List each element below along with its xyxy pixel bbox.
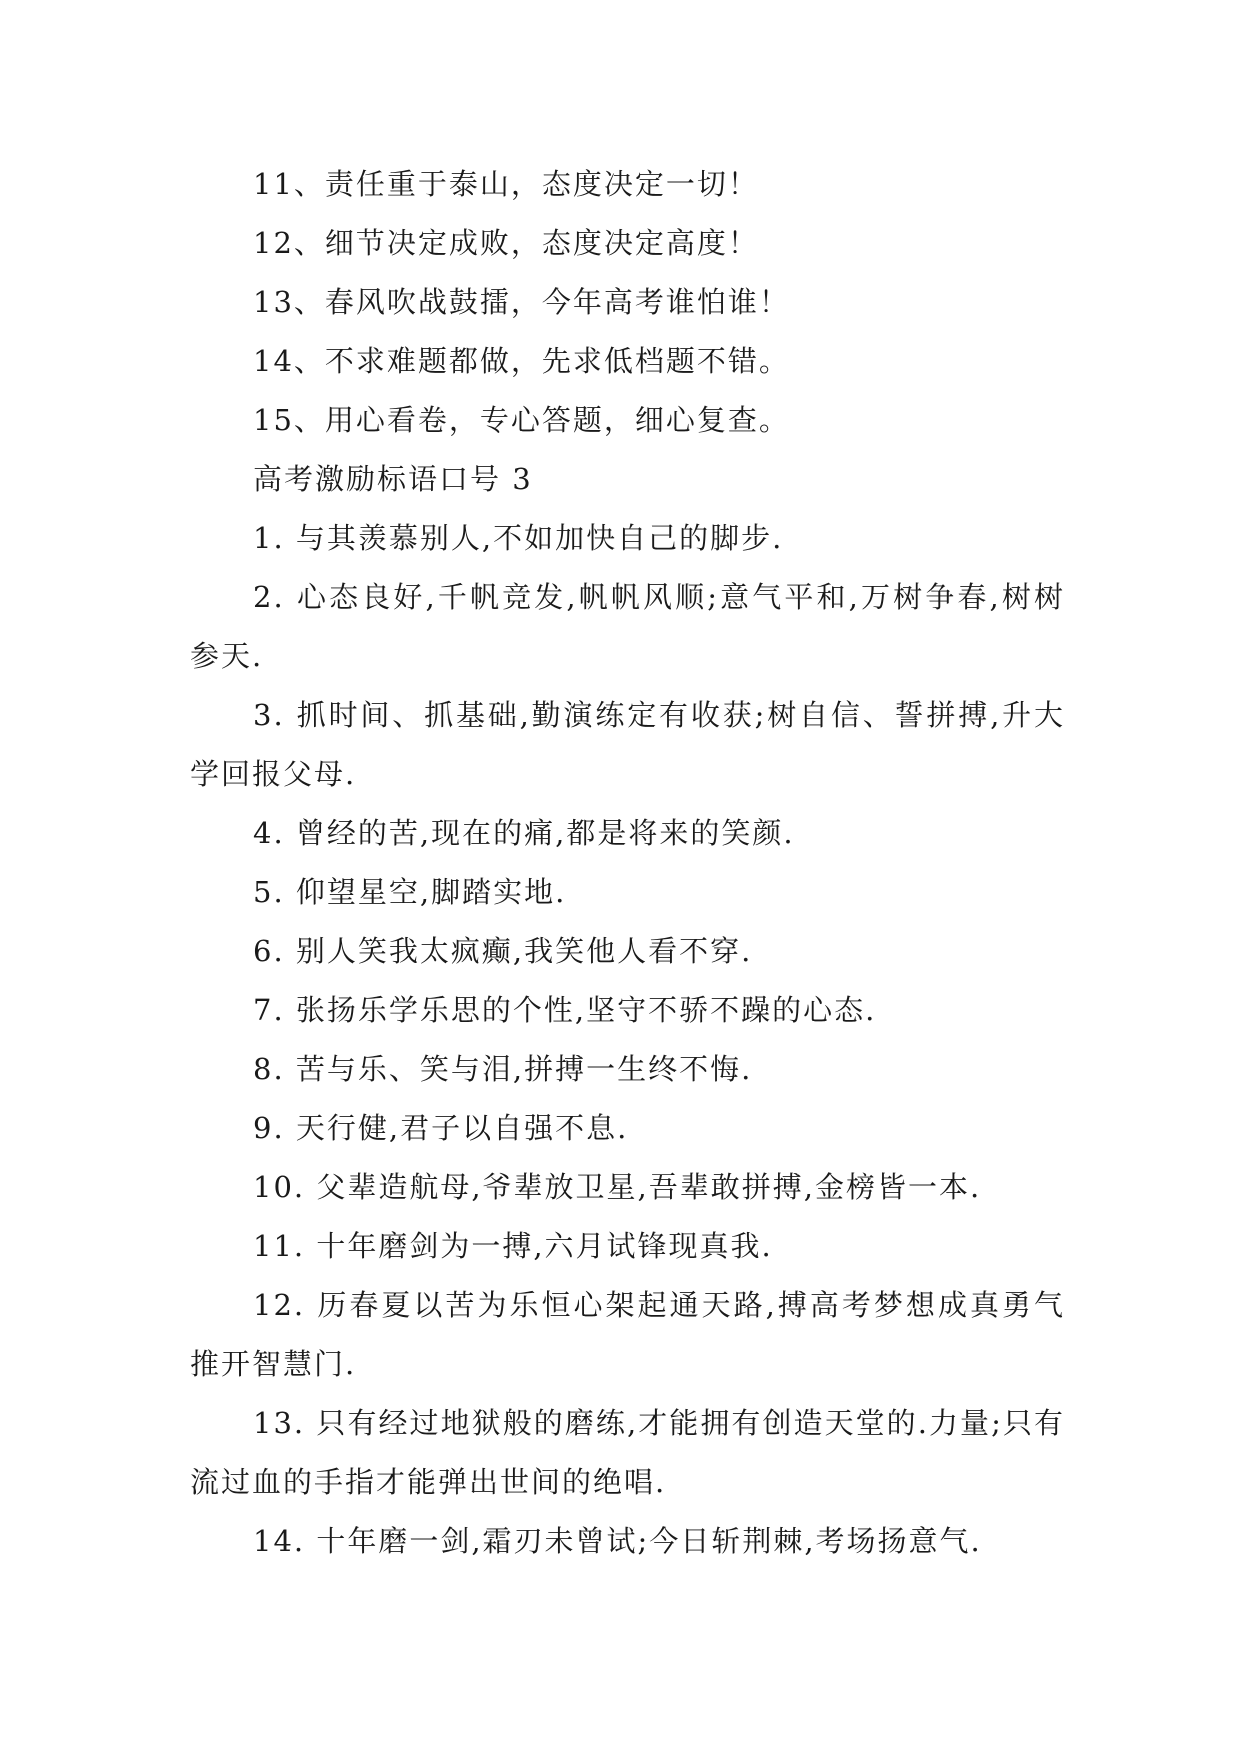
- slogan-item: 6. 别人笑我太疯癫,我笑他人看不穿.: [253, 934, 753, 968]
- slogan-item: 4. 曾经的苦,现在的痛,都是将来的笑颜.: [253, 816, 795, 850]
- list-item: 14、不求难题都做，先求低档题不错。: [253, 344, 790, 378]
- slogan-item: 12. 历春夏以苦为乐恒心架起通天路,搏高考梦想成真勇气推开智慧门.: [190, 1288, 1065, 1381]
- slogan-item: 2. 心态良好,千帆竞发,帆帆风顺;意气平和,万树争春,树树参天.: [190, 580, 1065, 673]
- slogan-item: 1. 与其羡慕别人,不如加快自己的脚步.: [253, 521, 784, 555]
- slogan-item: 10. 父辈造航母,爷辈放卫星,吾辈敢拼搏,金榜皆一本.: [253, 1170, 982, 1204]
- document-body: [190, 155, 1065, 1571]
- section-heading: 高考激励标语口号 3: [253, 462, 533, 496]
- list-item: 12、细节决定成败，态度决定高度！: [253, 226, 759, 260]
- slogan-item: 8. 苦与乐、笑与泪,拼搏一生终不悔.: [253, 1052, 753, 1086]
- slogan-item: 14. 十年磨一剑,霜刃未曾试;今日斩荆棘,考场扬意气.: [253, 1524, 982, 1558]
- list-item: 15、用心看卷，专心答题，细心复查。: [253, 403, 790, 437]
- slogan-item: 11. 十年磨剑为一搏,六月试锋现真我.: [253, 1229, 773, 1263]
- slogan-item: 3. 抓时间、抓基础,勤演练定有收获;树自信、誓拼搏,升大学回报父母.: [190, 698, 1065, 791]
- slogan-item: 5. 仰望星空,脚踏实地.: [253, 875, 567, 909]
- slogan-item: 7. 张扬乐学乐思的个性,坚守不骄不躁的心态.: [253, 993, 877, 1027]
- list-item: 11、责任重于泰山，态度决定一切！: [253, 167, 759, 201]
- list-item: 13、春风吹战鼓擂，今年高考谁怕谁！: [253, 285, 790, 319]
- slogan-item: 9. 天行健,君子以自强不息.: [253, 1111, 629, 1145]
- slogan-item: 13. 只有经过地狱般的磨练,才能拥有创造天堂的.力量;只有流过血的手指才能弹出世间的绝唱.: [190, 1406, 1065, 1499]
